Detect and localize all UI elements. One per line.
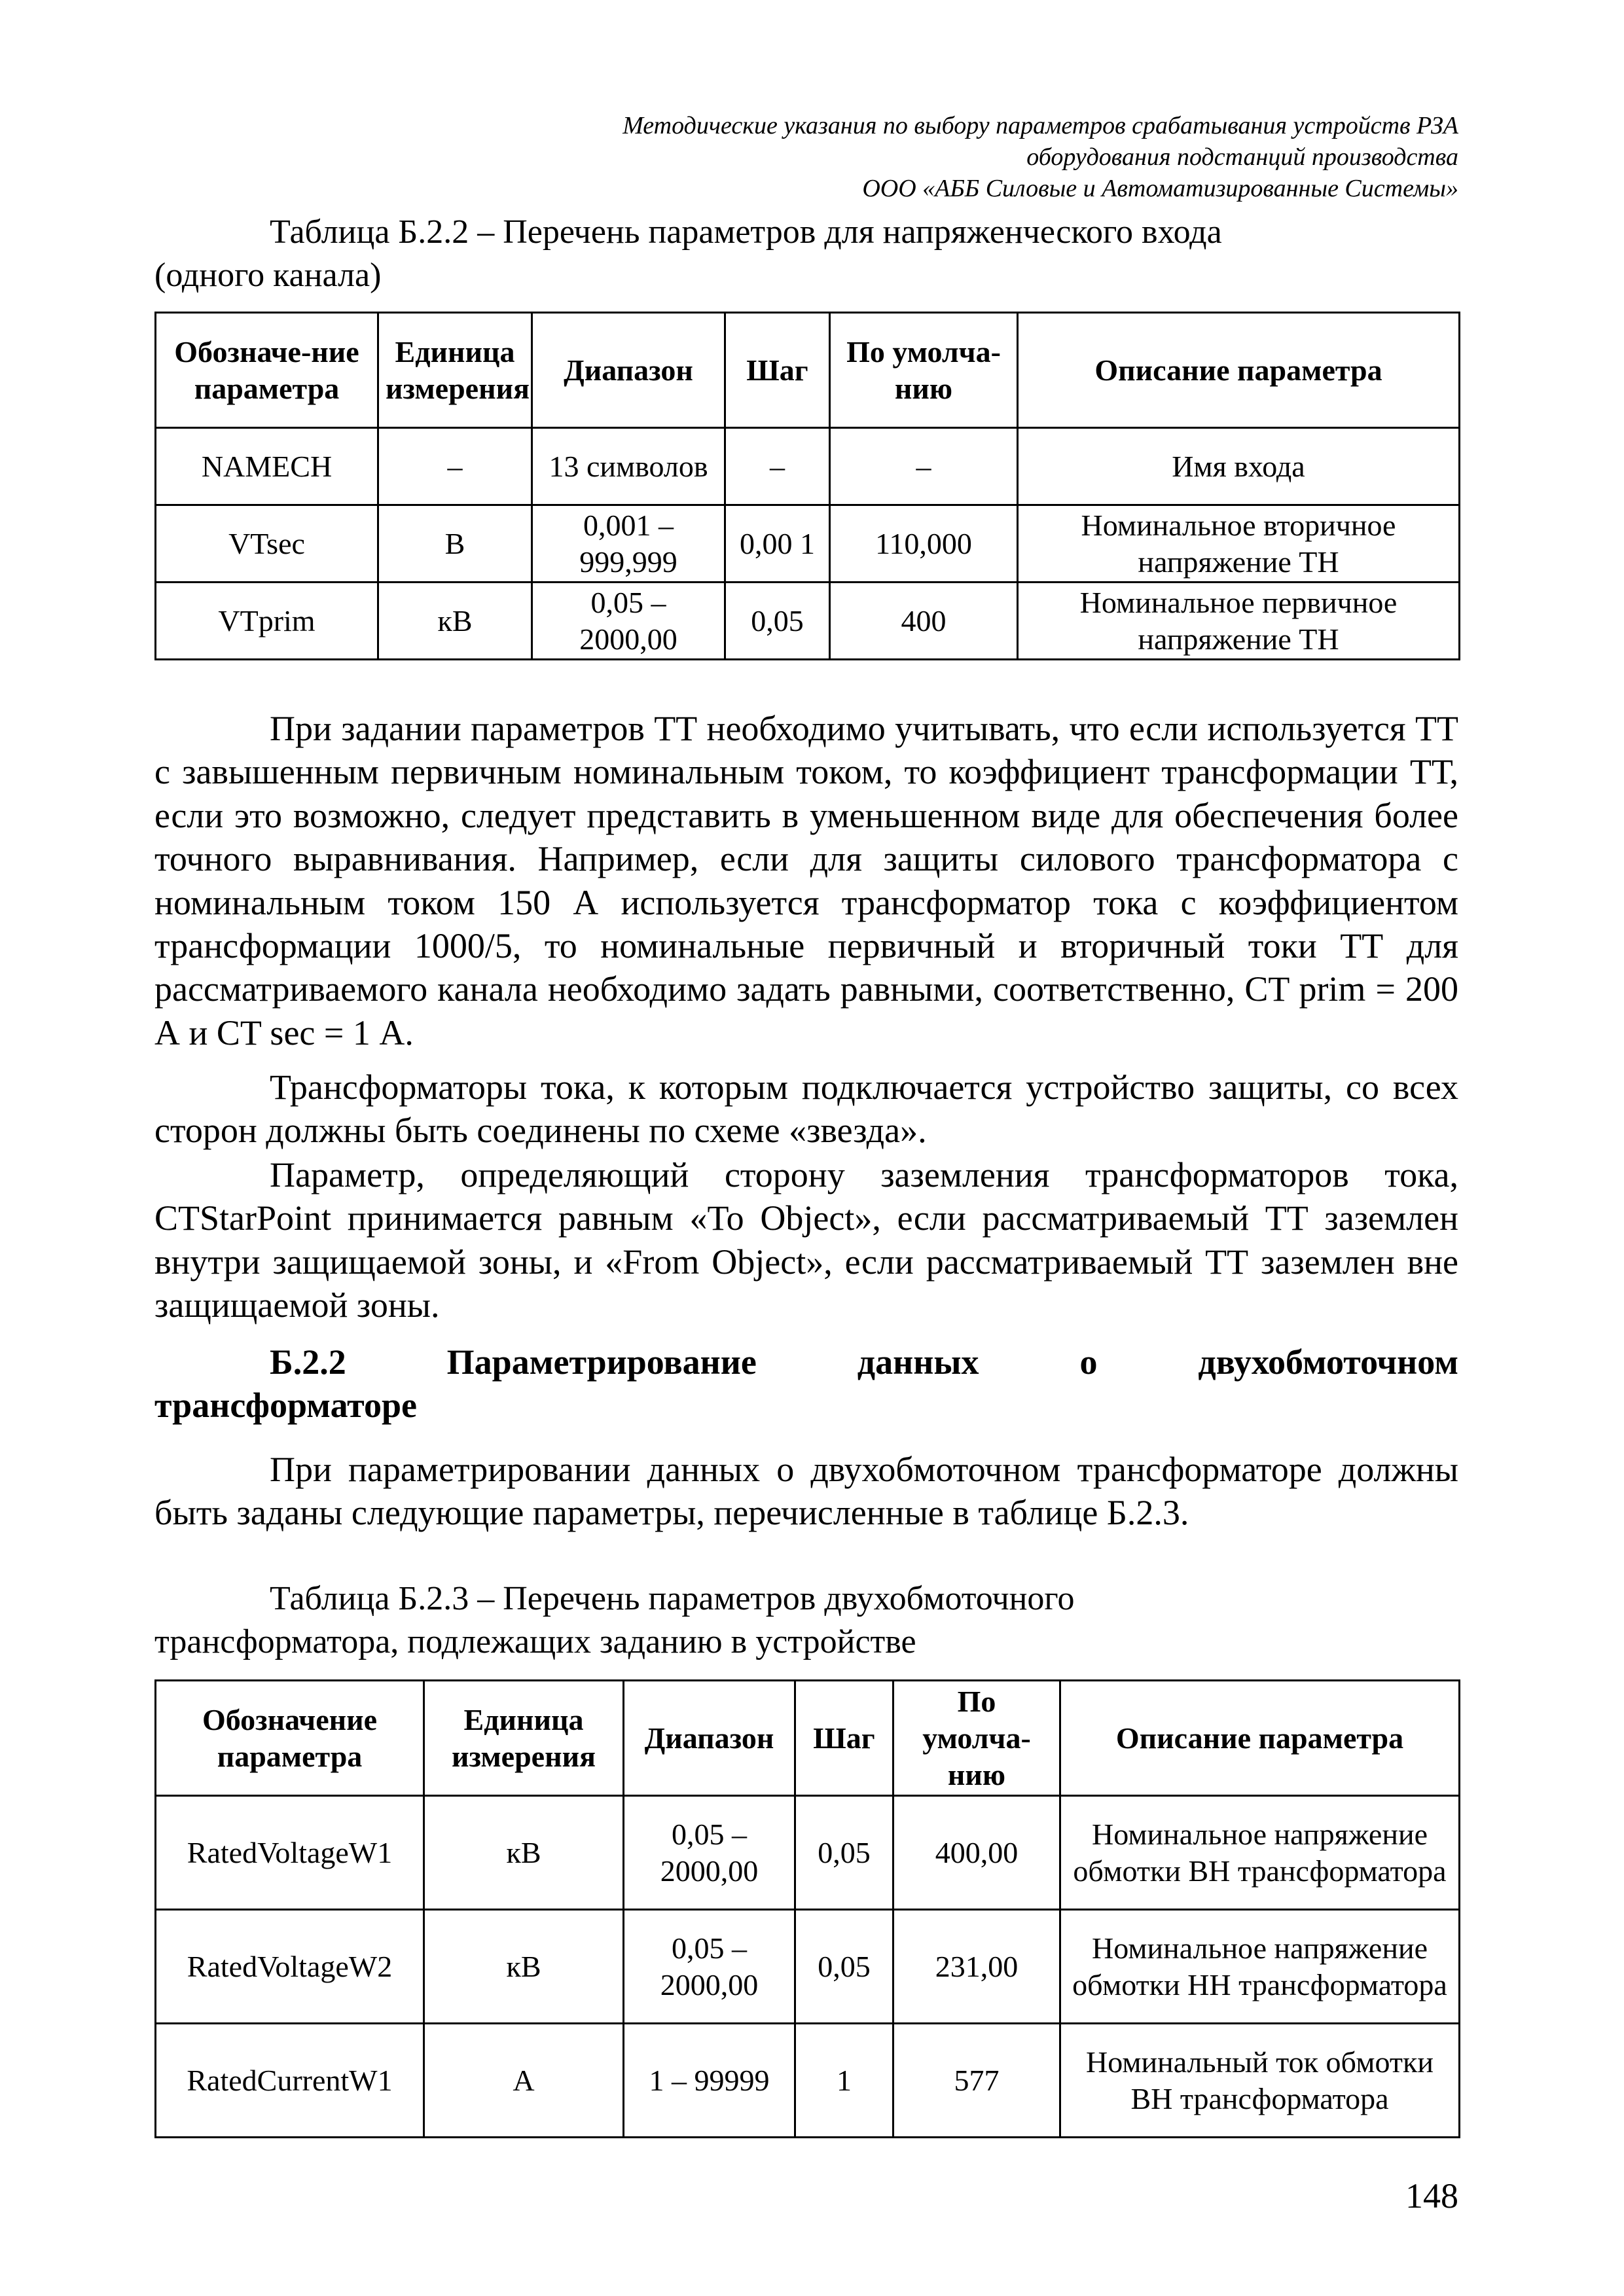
table-2-header-designation: Обозначение параметра: [156, 1681, 424, 1796]
cell-default: 577: [893, 2024, 1060, 2138]
table-1: [154, 312, 1460, 660]
table-1-caption-line-1: Таблица Б.2.2 – Перечень параметров для напряженческого входа: [270, 213, 1222, 251]
table-1-header-range: Диапазон: [532, 313, 725, 428]
cell-designation: RatedVoltageW2: [156, 1910, 424, 2024]
cell-unit: В: [378, 505, 532, 583]
table-2-caption-line-1: Таблица Б.2.3 – Перечень параметров двухобмоточного: [270, 1580, 1075, 1617]
table-1-caption: [154, 211, 1458, 297]
table-1-header-step: Шаг: [725, 313, 830, 428]
section-heading-continuation: трансформаторе: [154, 1386, 417, 1425]
table-1-header-designation: Обозначе-ние параметра: [156, 313, 378, 428]
page-number: 148: [1405, 2176, 1458, 2215]
cell-unit: –: [378, 428, 532, 505]
paragraph-ct-connection: Трансформаторы тока, к которым подключается устройство защиты, со всех сторон должны быть соединены по схеме «звезда».: [154, 1067, 1458, 1151]
table-1-header-row: [156, 313, 1460, 428]
cell-unit: кВ: [424, 1910, 624, 2024]
cell-description: Номинальное напряжение обмотки ВН трансформатора: [1060, 1796, 1460, 1910]
cell-range: 0,05 – 2000,00: [624, 1796, 795, 1910]
table-1-header-default: По умолча-нию: [830, 313, 1018, 428]
table-2-header-default: По умолча-нию: [893, 1681, 1060, 1796]
cell-range: 13 символов: [532, 428, 725, 505]
table-row: [156, 2024, 1460, 2138]
cell-range: 0,05 – 2000,00: [532, 583, 725, 660]
cell-step: 0,05: [725, 583, 830, 660]
paragraph-ct-star-point: Параметр, определяющий сторону заземления трансформаторов тока, CTStarPoint принимается равным «To Object», если рассматриваемый ТТ заземлен внутри защищаемой зоны, и «From Object», если рассматриваемый ТТ заземлен вне защищаемой зоны.: [154, 1155, 1458, 1325]
cell-designation: RatedCurrentW1: [156, 2024, 424, 2138]
table-2-header-range: Диапазон: [624, 1681, 795, 1796]
cell-range: 1 – 99999: [624, 2024, 795, 2138]
table-2-caption: [154, 1577, 1458, 1664]
cell-designation: VTsec: [156, 505, 378, 583]
table-2-caption-line-2: трансформатора, подлежащих заданию в устройстве: [154, 1623, 916, 1660]
table-row: [156, 505, 1460, 583]
cell-default: 400: [830, 583, 1018, 660]
table-1-header-description: Описание параметра: [1018, 313, 1460, 428]
cell-default: 231,00: [893, 1910, 1060, 2024]
header-line-3: ООО «АББ Силовые и Автоматизированные Системы»: [862, 175, 1458, 202]
cell-step: –: [725, 428, 830, 505]
cell-description: Номинальное напряжение обмотки НН трансформатора: [1060, 1910, 1460, 2024]
table-1-caption-line-2: (одного канала): [154, 257, 382, 294]
cell-default: 400,00: [893, 1796, 1060, 1910]
cell-description: Номинальный ток обмотки ВН трансформатора: [1060, 2024, 1460, 2138]
header-line-1: Методические указания по выбору параметров срабатывания устройств РЗА: [623, 112, 1458, 139]
header-line-2: оборудования подстанций производства: [1026, 143, 1458, 171]
table-1-header-unit: Единица измерения: [378, 313, 532, 428]
cell-step: 1: [795, 2024, 893, 2138]
cell-designation: NAMECH: [156, 428, 378, 505]
cell-step: 0,00 1: [725, 505, 830, 583]
paragraph-ct-parameters: При задании параметров ТТ необходимо учитывать, что если используется ТТ с завышенным первичным номинальным током, то коэффициент трансформации ТТ, если это возможно, следует представить в уменьшенном виде для обеспечения более точного выравнивания. Например, если для защиты силового трансформатора с номинальным током 150 А используется трансформатор тока с коэффициентом трансформации 1000/5, то номинальные первичный и вторичный токи ТТ для рассматриваемого канала необходимо задать равными, соответственно, CT prim = 200 А и CT sec = 1 А.: [154, 709, 1458, 1052]
paragraph-two-winding: При параметрировании данных о двухобмоточном трансформаторе должны быть заданы следующие параметры, перечисленные в таблице Б.2.3.: [154, 1450, 1458, 1533]
running-header: [154, 110, 1458, 204]
table-2-header-step: Шаг: [795, 1681, 893, 1796]
cell-description: Имя входа: [1018, 428, 1460, 505]
table-2: [154, 1679, 1460, 2138]
table-2-header-description: Описание параметра: [1060, 1681, 1460, 1796]
cell-unit: кВ: [378, 583, 532, 660]
cell-unit: А: [424, 2024, 624, 2138]
cell-range: 0,05 – 2000,00: [624, 1910, 795, 2024]
cell-step: 0,05: [795, 1796, 893, 1910]
cell-description: Номинальное вторичное напряжение ТН: [1018, 505, 1460, 583]
cell-default: –: [830, 428, 1018, 505]
table-row: [156, 1796, 1460, 1910]
table-row: [156, 428, 1460, 505]
cell-designation: VTprim: [156, 583, 378, 660]
table-row: [156, 583, 1460, 660]
cell-unit: кВ: [424, 1796, 624, 1910]
table-2-header-unit: Единица измерения: [424, 1681, 624, 1796]
table-2-header-row: [156, 1681, 1460, 1796]
cell-step: 0,05: [795, 1910, 893, 2024]
table-row: [156, 1910, 1460, 2024]
cell-description: Номинальное первичное напряжение ТН: [1018, 583, 1460, 660]
cell-range: 0,001 – 999,999: [532, 505, 725, 583]
cell-default: 110,000: [830, 505, 1018, 583]
cell-designation: RatedVoltageW1: [156, 1796, 424, 1910]
section-heading: Б.2.2 Параметрирование данных о двухобмоточном: [270, 1342, 1458, 1382]
